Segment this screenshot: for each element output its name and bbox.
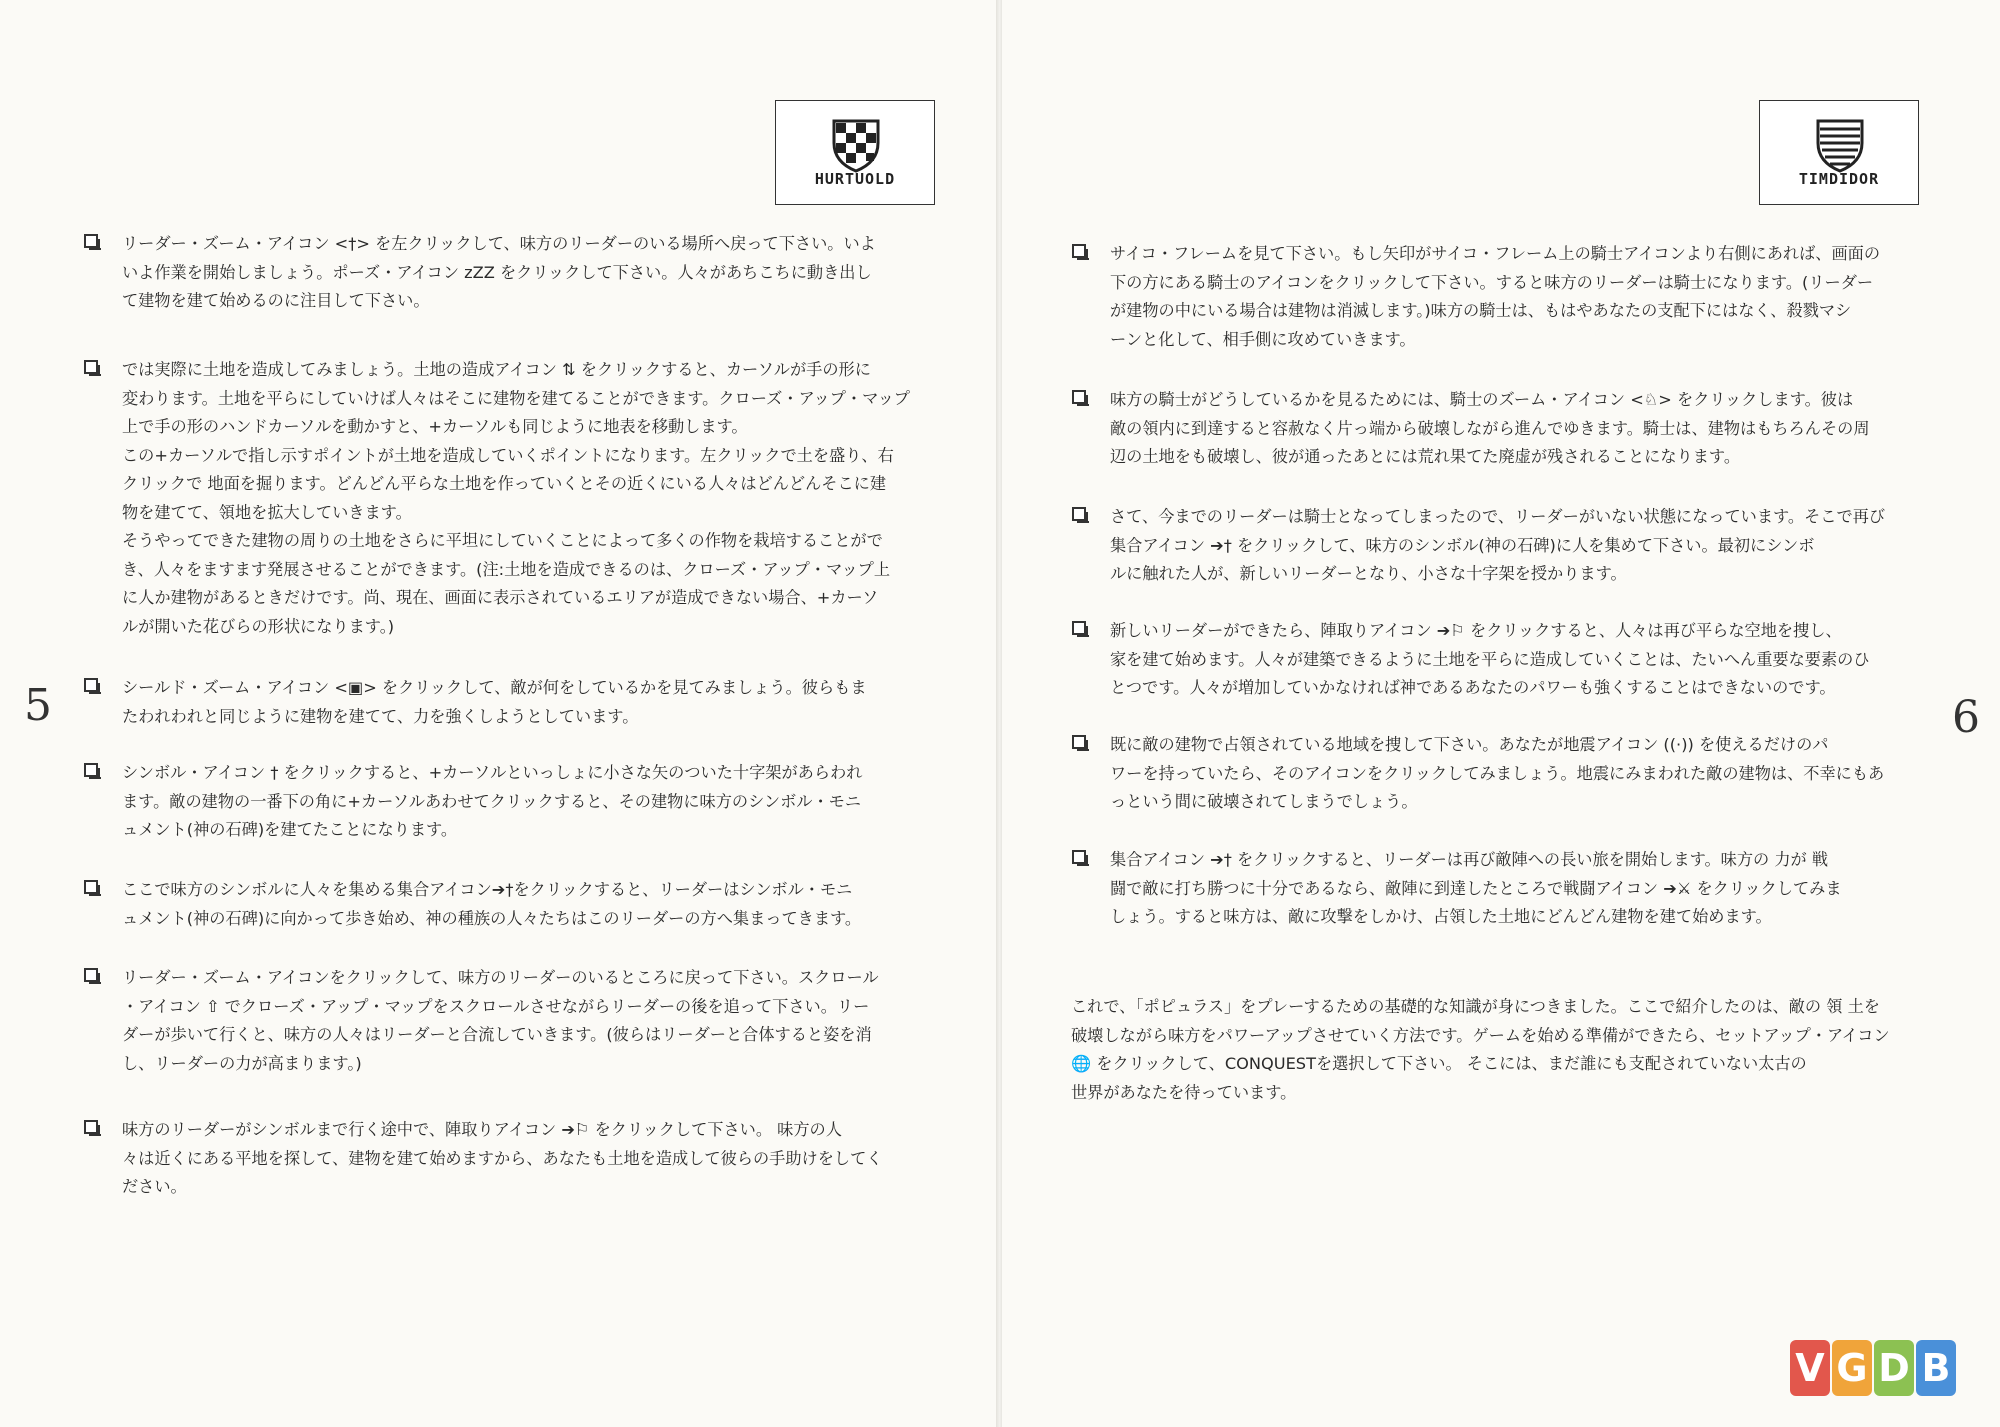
right-page	[1002, 0, 2000, 1427]
emblem-name: TIMDIDOR	[1798, 170, 1880, 188]
item-text: 集合アイコン ➔† をクリックすると、リーダーは再び敵陣への長い旅を開始します。味方の 力が 戦 闘で敵に打ち勝つに十分であるなら、敵陣に到達したところで戦闘アイコン ➔⚔ をクリックしてみま しょう。すると味方は、敵に攻撃をしかけ、占領した土地にどんどん建物を建て始めます。	[1110, 850, 1842, 926]
checkered-shield-icon	[828, 117, 884, 173]
checkbox-icon	[1072, 850, 1086, 864]
checkbox-icon	[84, 763, 98, 777]
item-text: リーダー・ズーム・アイコンをクリックして、味方のリーダーのいるところに戻って下さい。スクロール ・アイコン ⇧ でクローズ・アップ・マップをスクロールさせながらリーダーの後を追って下さい。リー ダーが歩いて行くと、味方の人々はリーダーと合流していきます。(彼らはリーダーと合体すると姿を消 し、リーダーの力が高まります。)	[122, 968, 879, 1073]
item-text: リーダー・ズーム・アイコン <†> を左クリックして、味方のリーダーのいる場所へ戻って下さい。いよ いよ作業を開始しましょう。ポーズ・アイコン zZZ をクリックして下さい。人々があちこちに動き出し て建物を建て始めるのに注目して下さい。	[122, 234, 876, 310]
closing-paragraph: これで、「ポピュラス」をプレーするための基礎的な知識が身につきました。ここで紹介したのは、敵の 領 土を 破壊しながら味方をパワーアップさせていく方法です。ゲームを始める準備ができたら、セットアップ・アイコン 🌐 をクリックして、CONQUESTを選択して下さい。 そこには、まだ誰にも支配されていない太古の 世界があなたを待っています。	[1071, 997, 1890, 1102]
item-text: 既に敵の建物で占領されている地域を捜して下さい。あなたが地震アイコン ((·)) を使えるだけのパ ワーを持っていたら、そのアイコンをクリックしてみましょう。地震にみまわれた敵の建物は、不幸にもあ っという間に破壊されてしまうでしょう。	[1110, 735, 1885, 811]
item-text: 新しいリーダーができたら、陣取りアイコン ➔⚐ をクリックすると、人々は再び平らな空地を捜し、 家を建て始めます。人々が建築できるように土地を平らに造成していくことは、たいへん重要な要素のひ とつです。人々が増加していかなければ神であるあなたのパワーも強くすることはできないのです。	[1110, 621, 1870, 697]
checkbox-icon	[1072, 621, 1086, 635]
item-text: では実際に土地を造成してみましょう。土地の造成アイコン ⇅ をクリックすると、カーソルが手の形に 変わります。土地を平らにしていけば人々はそこに建物を建てることができます。クローズ・アップ・マップ 上で手の形のハンドカーソルを動かすと、+カーソルも同じように地表を移動します。 この+カーソルで指し示すポイントが土地を造成していくポイントになります。左クリックで土を盛り、右 クリックで 地面を掘ります。どんどん平らな土地を作っていくとその近くにいる人々はどんどんそこに建 物を建てて、領地を拡大していきます。 そうやってできた建物の周りの土地をさらに平坦にしていくことによって多くの作物を栽培することがで き、人々をますます発展させることができます。(注:土地を造成できるのは、クローズ・アップ・マップ上 に人か建物があるときだけです。尚、現在、画面に表示されているエリアが造成できない場合、+カーソ ルが開いた花びらの形状になります。)	[122, 360, 910, 636]
timdidor-emblem	[1759, 100, 1919, 205]
watermark-letter: G	[1832, 1340, 1872, 1396]
checkbox-icon	[1072, 390, 1086, 404]
item-text: さて、今までのリーダーは騎士となってしまったので、リーダーがいない状態になっています。そこで再び 集合アイコン ➔† をクリックして、味方のシンボル(神の石碑)に人を集めて下さい。最初にシンボ ルに触れた人が、新しいリーダーとなり、小さな十字架を授かります。	[1110, 507, 1886, 583]
checkbox-icon	[84, 1120, 98, 1134]
emblem-name: HURTUOLD	[814, 170, 896, 188]
page-number: 6	[1952, 692, 1980, 743]
watermark-letter: V	[1790, 1340, 1830, 1396]
page-number: 5	[24, 680, 52, 731]
checkbox-icon	[1072, 735, 1086, 749]
item-text: 味方のリーダーがシンボルまで行く途中で、陣取りアイコン ➔⚐ をクリックして下さい。 味方の人 々は近くにある平地を探して、建物を建て始めますから、あなたも土地を造成して彼らの手助けをしてく ださい。	[122, 1120, 883, 1196]
watermark-letter: D	[1874, 1340, 1914, 1396]
hurtuold-emblem	[775, 100, 935, 205]
vgdb-watermark	[1790, 1340, 1958, 1396]
left-page	[0, 0, 998, 1427]
checkbox-icon	[84, 678, 98, 692]
striped-shield-icon	[1812, 117, 1868, 173]
item-text: シールド・ズーム・アイコン <▣> をクリックして、敵が何をしているかを見てみましょう。彼らもま たわれわれと同じように建物を建てて、力を強くしようとしています。	[122, 678, 867, 726]
checkbox-icon	[1072, 244, 1086, 258]
checkbox-icon	[84, 234, 98, 248]
checkbox-icon	[84, 880, 98, 894]
item-text: サイコ・フレームを見て下さい。もし矢印がサイコ・フレーム上の騎士アイコンより右側にあれば、画面の 下の方にある騎士のアイコンをクリックして下さい。すると味方のリーダーは騎士になります。(リーダー が建物の中にいる場合は建物は消滅します。)味方の騎士は、もはやあなたの支配下にはなく、殺戮マシ ーンと化して、相手側に攻めていきます。	[1110, 244, 1881, 349]
checkbox-icon	[84, 360, 98, 374]
checkbox-icon	[84, 968, 98, 982]
item-text: 味方の騎士がどうしているかを見るためには、騎士のズーム・アイコン <♘> をクリックします。彼は 敵の領内に到達すると容赦なく片っ端から破壊しながら進んでゆきます。騎士は、建物はもちろんその周 辺の土地をも破壊し、彼が通ったあとには荒れ果てた廃虚が残されることになります。	[1110, 390, 1870, 466]
watermark-letter: B	[1916, 1340, 1956, 1396]
item-text: シンボル・アイコン † をクリックすると、+カーソルといっしょに小さな矢のついた十字架があらわれ ます。敵の建物の一番下の角に+カーソルあわせてクリックすると、その建物に味方のシンボル・モニ ュメント(神の石碑)を建てたことになります。	[122, 763, 863, 839]
checkbox-icon	[1072, 507, 1086, 521]
item-text: ここで味方のシンボルに人々を集める集合アイコン➔†をクリックすると、リーダーはシンボル・モニ ュメント(神の石碑)に向かって歩き始め、神の種族の人々たちはこのリーダーの方へ集まってきます。	[122, 880, 862, 928]
